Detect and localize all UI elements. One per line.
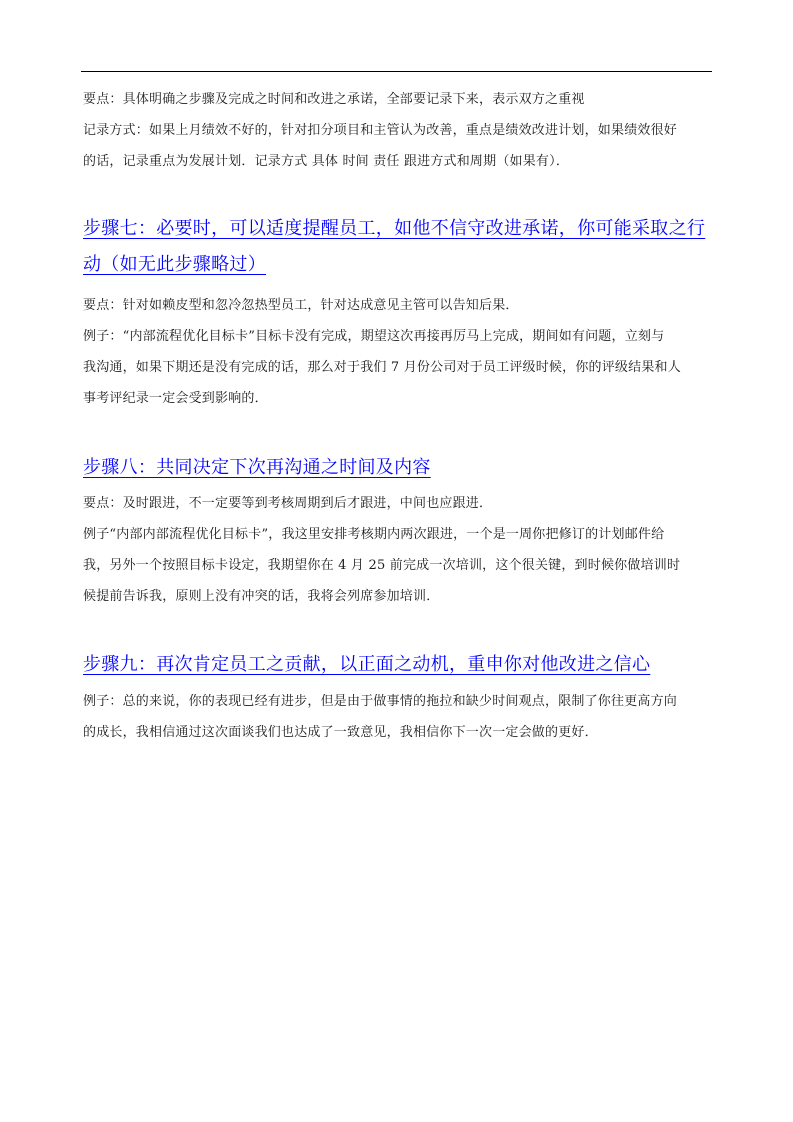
record-method-text-cont: 的话，记录重点为发展计划．记录方式 具体 时间 责任 跟进方式和周期（如果有）． xyxy=(83,154,570,169)
step7-example-cont: 事考评纪录一定会受到影响的． xyxy=(83,391,268,406)
step7-example: 例子：“内部流程优化目标卡”目标卡没有完成，期望这次再接再厉马上完成，期间如有问题，立刻与 xyxy=(83,329,665,344)
record-method-text: 记录方式：如果上月绩效不好的，针对扣分项目和主管认为改善，重点是绩效改进计划，如果绩效很好 xyxy=(83,123,678,138)
key-point-text: 要点：具体明确之步骤及完成之时间和改进之承诺，全部要记录下来，表示双方之重视 xyxy=(83,92,585,107)
step7-key-point: 要点：针对如赖皮型和忽冷忽热型员工，针对达成意见主管可以告知后果． xyxy=(83,298,519,313)
step9-example-cont: 的成长，我相信通过这次面谈我们也达成了一致意见，我相信你下一次一定会做的更好． xyxy=(83,725,598,740)
step8-heading[interactable]: 步骤八：共同决定下次再沟通之时间及内容 xyxy=(83,457,431,478)
section-step9 xyxy=(83,647,713,683)
step8-key-point: 要点：及时跟进，不一定要等到考核周期到后才跟进，中间也应跟进． xyxy=(83,496,493,511)
header-rule xyxy=(81,71,712,72)
section-step6-tail xyxy=(83,84,713,177)
section-step7-body xyxy=(83,290,713,414)
step8-example: 例子“内部内部流程优化目标卡”，我这里安排考核期内两次跟进，一个是一周你把修订的计划邮件给 xyxy=(83,527,665,542)
step7-heading-cont[interactable]: 动（如无此步骤略过） xyxy=(83,254,266,275)
step8-example-cont: 我，另外一个按照目标卡设定，我期望你在 4 月 25 前完成一次培训，这个很关键，到时候你做培训时 xyxy=(83,558,681,573)
step9-example: 例子：总的来说，你的表现已经有进步，但是由于做事情的拖拉和缺少时间观点，限制了你往更高方向 xyxy=(83,694,678,709)
section-step9-body xyxy=(83,686,713,748)
section-step8-body xyxy=(83,488,713,612)
step8-example-cont: 候提前告诉我，原则上没有冲突的话，我将会列席参加培训． xyxy=(83,589,440,604)
section-step7 xyxy=(83,211,713,283)
section-step8 xyxy=(83,450,713,486)
step7-heading[interactable]: 步骤七：必要时，可以适度提醒员工，如他不信守改进承诺，你可能采取之行 xyxy=(83,218,706,239)
step9-heading[interactable]: 步骤九：再次肯定员工之贡献，以正面之动机，重申你对他改进之信心 xyxy=(83,654,651,675)
step7-example-cont: 我沟通，如果下期还是没有完成的话，那么对于我们 7 月份公司对于员工评级时候，你的评级结果和人 xyxy=(83,360,681,375)
